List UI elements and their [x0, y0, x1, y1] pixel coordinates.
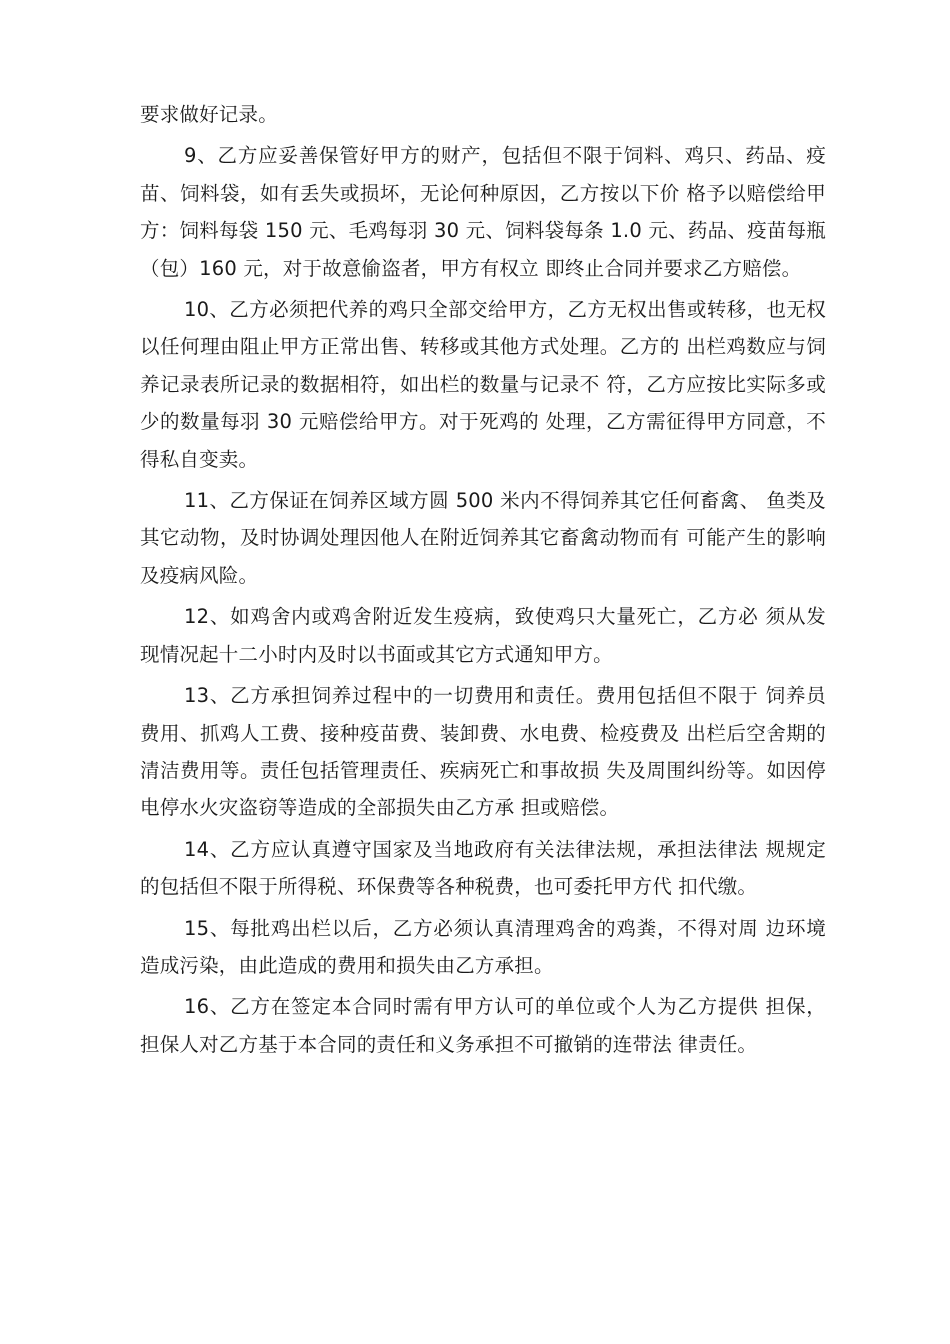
paragraph-continuation: 要求做好记录。: [140, 103, 278, 126]
document-page: [140, 96, 826, 1063]
clause-10: 10、乙方必须把代养的鸡只全部交给甲方，乙方无权出售或转移，也无权以任何理由阻止甲方正常出售、转移或其他方式处理。乙方的 出栏鸡数应与饲养记录表所记录的数据相符，如出栏的数量与记录不 符，乙方应按比实际多或少的数量每羽 30 元赔偿给甲方。对于死鸡的 处理，乙方需征得甲方同意，不得私自变卖。: [140, 298, 826, 471]
clause-16: 16、乙方在签定本合同时需有甲方认可的单位或个人为乙方提供 担保，担保人对乙方基于本合同的责任和义务承担不可撤销的连带法 律责任。: [140, 995, 826, 1056]
clause-9: 9、乙方应妥善保管好甲方的财产，包括但不限于饲料、鸡只、药品、疫苗、饲料袋，如有丢失或损坏，无论何种原因，乙方按以下价 格予以赔偿给甲方：饲料每袋 150 元、毛鸡每羽 30 元、饲料袋每条 1.0 元、药品、疫苗每瓶（包）160 元，对于故意偷盗者，甲方有权立 即终止合同并要求乙方赔偿。: [140, 144, 826, 280]
clause-14: 14、乙方应认真遵守国家及当地政府有关法律法规，承担法律法 规规定的包括但不限于所得税、环保费等各种税费，也可委托甲方代 扣代缴。: [140, 837, 826, 899]
clause-13: 13、乙方承担饲养过程中的一切费用和责任。费用包括但不限于 饲养员费用、抓鸡人工费、接种疫苗费、装卸费、水电费、检疫费及 出栏后空舍期的清洁费用等。责任包括管理责任、疾病死亡和事故损 失及周围纠纷等。如因停电停水火灾盗窃等造成的全部损失由乙方承 担或赔偿。: [140, 684, 826, 820]
clause-15: 15、每批鸡出栏以后，乙方必须认真清理鸡舍的鸡粪，不得对周 边环境造成污染，由此造成的费用和损失由乙方承担。: [140, 916, 826, 977]
clause-11: 11、乙方保证在饲养区域方圆 500 米内不得饲养其它任何畜禽、 鱼类及其它动物，及时协调处理因他人在附近饲养其它畜禽动物而有 可能产生的影响及疫病风险。: [140, 489, 826, 587]
clause-12: 12、如鸡舍内或鸡舍附近发生疫病，致使鸡只大量死亡，乙方必 须从发现情况起十二小时内及时以书面或其它方式通知甲方。: [140, 605, 826, 666]
